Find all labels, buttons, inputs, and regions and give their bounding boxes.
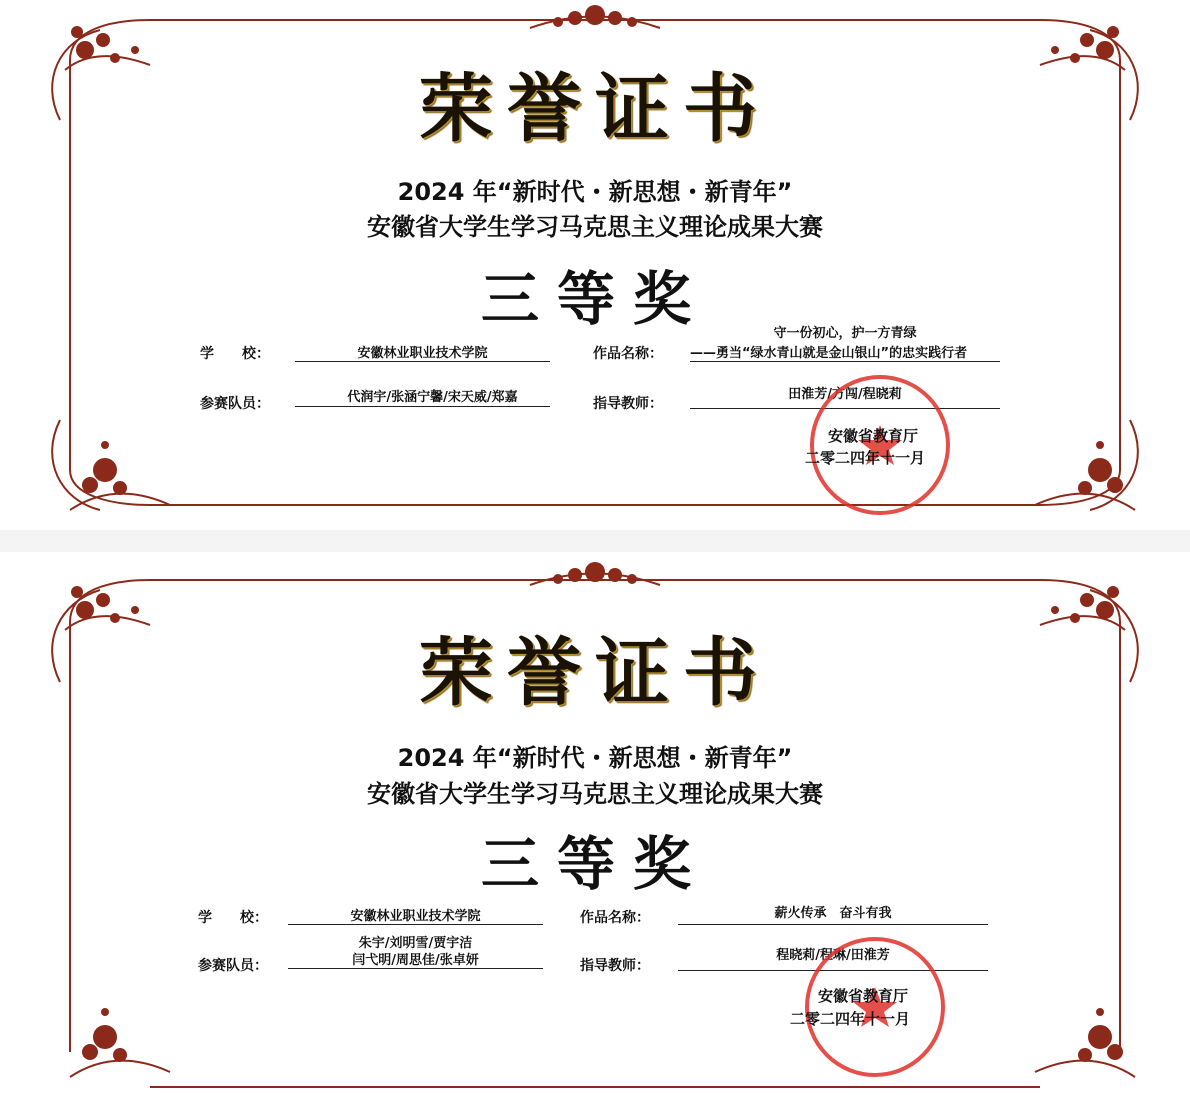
- school-label: 学 校：: [200, 346, 270, 362]
- school-value: 安徽林业职业技术学院: [357, 346, 488, 361]
- floral-ornament-bottom-left: [65, 997, 175, 1087]
- certificate-title: 荣誉证书: [419, 630, 771, 716]
- certificate-top: [0, 0, 1190, 530]
- school-label: 学 校：: [198, 910, 268, 926]
- work-underline: [678, 924, 988, 925]
- floral-ornament-bottom-right: [1030, 430, 1140, 520]
- team-label: 参赛队员：: [200, 396, 270, 412]
- work-underline: [690, 361, 1000, 362]
- school-underline: [288, 924, 543, 925]
- school-underline: [295, 361, 550, 362]
- work-value: 薪火传承 奋斗有我: [774, 906, 892, 921]
- page-gap: [0, 530, 1190, 552]
- floral-ornament-bottom-left: [65, 430, 175, 520]
- contest-name-line2: 安徽省大学生学习马克思主义理论成果大赛: [367, 213, 823, 241]
- team-underline: [288, 968, 543, 969]
- award-level: 三等奖: [480, 830, 709, 898]
- advisor-label: 指导教师：: [593, 396, 663, 412]
- floral-ornament-top-center: [520, 557, 670, 597]
- advisor-label: 指导教师：: [580, 958, 650, 974]
- advisor-value: 田淮芳/方闯/程晓莉: [788, 387, 902, 402]
- team-value-line2: 闫弋明/周思佳/张卓妍: [352, 953, 479, 968]
- certificate-bottom: [0, 552, 1190, 1095]
- work-value-line1: 守一份初心，护一方青绿: [773, 326, 917, 341]
- issuer-name: 安徽省教育厅: [818, 987, 909, 1005]
- team-value-line1: 朱宇/刘明雪/贾宇洁: [358, 936, 473, 951]
- work-value-line2: ——勇当“绿水青山就是金山银山”的忠实践行者: [690, 346, 968, 361]
- issuer-name: 安徽省教育厅: [828, 427, 919, 445]
- team-value: 代润宇/张涵宁馨/宋天威/郑嘉: [347, 390, 518, 405]
- issue-date: 二零二四年十一月: [805, 449, 926, 467]
- contest-name-line1: 2024 年“新时代・新思想・新青年”: [397, 744, 793, 772]
- contest-name-line2: 安徽省大学生学习马克思主义理论成果大赛: [367, 780, 823, 808]
- floral-ornament-top-center: [520, 0, 670, 40]
- work-label: 作品名称：: [593, 346, 663, 362]
- official-seal: [800, 932, 950, 1082]
- certificate-title: 荣誉证书: [419, 66, 771, 152]
- school-value: 安徽林业职业技术学院: [350, 909, 481, 924]
- team-label: 参赛队员：: [198, 958, 268, 974]
- team-underline: [295, 406, 550, 407]
- award-level: 三等奖: [480, 265, 709, 333]
- contest-name-line1: 2024 年“新时代・新思想・新青年”: [397, 178, 793, 206]
- issue-date: 二零二四年十一月: [790, 1010, 911, 1028]
- advisor-value: 程晓莉/程琳/田淮芳: [776, 948, 890, 963]
- floral-ornament-bottom-right: [1030, 997, 1140, 1087]
- work-label: 作品名称：: [580, 910, 650, 926]
